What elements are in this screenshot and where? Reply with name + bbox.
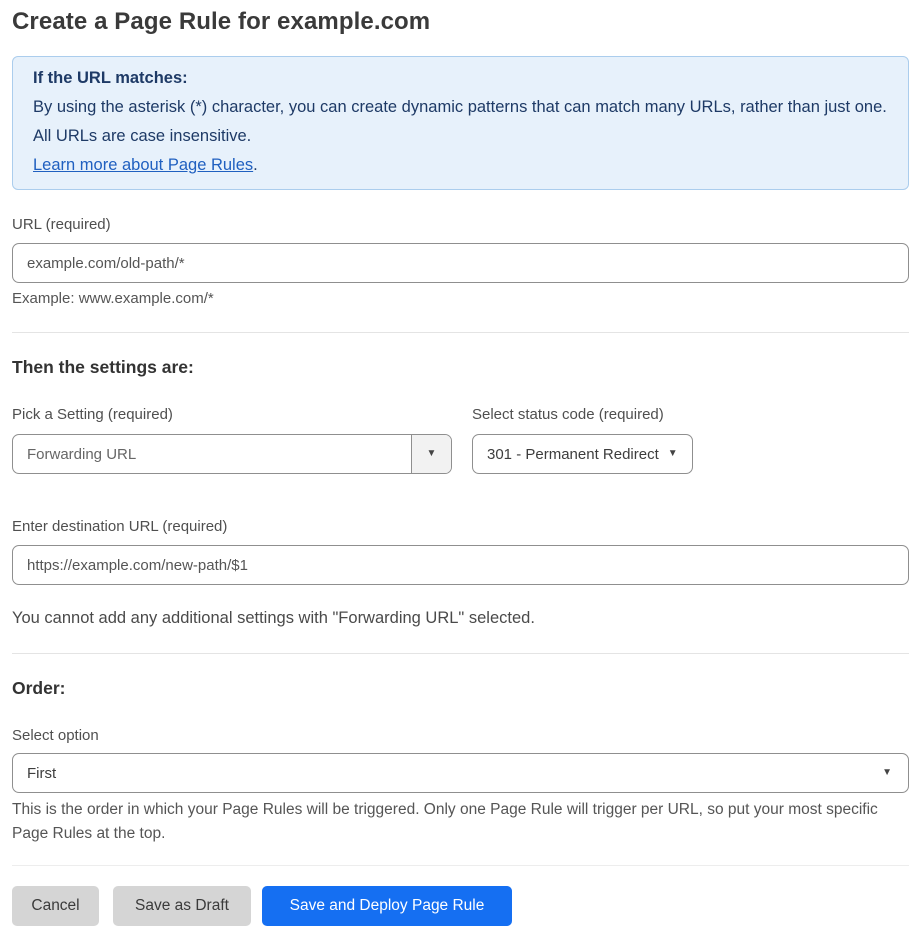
info-box-link-line <box>33 151 888 180</box>
info-box-body: By using the asterisk (*) character, you can create dynamic patterns that can match many URLs, rather than just one. All URLs are case insensitive. <box>33 98 887 145</box>
url-field-group <box>12 216 909 307</box>
info-box-heading: If the URL matches: <box>33 69 188 87</box>
section-divider <box>12 332 909 333</box>
dropdown-arrow-icon: ▼ <box>426 448 437 459</box>
order-select-value: First <box>27 764 57 782</box>
forwarding-url-note: You cannot add any additional settings with "Forwarding URL" selected. <box>12 609 535 627</box>
setting-picker-group <box>12 406 452 474</box>
status-code-value: 301 - Permanent Redirect <box>487 445 659 463</box>
url-example-helper: Example: www.example.com/* <box>12 290 214 307</box>
order-select[interactable] <box>12 753 909 793</box>
destination-label: Enter destination URL (required) <box>12 518 228 535</box>
dropdown-arrow-icon: ▼ <box>667 448 678 459</box>
setting-picker-select[interactable] <box>12 434 452 474</box>
destination-url-input[interactable] <box>12 545 909 585</box>
url-input[interactable] <box>12 243 909 283</box>
status-code-label: Select status code (required) <box>472 406 664 423</box>
link-suffix: . <box>253 156 258 174</box>
settings-section-heading: Then the settings are: <box>12 357 194 377</box>
save-as-draft-button[interactable]: Save as Draft <box>113 886 251 926</box>
setting-picker-arrow-button[interactable] <box>411 435 451 473</box>
order-select-group <box>12 727 909 846</box>
status-code-select[interactable] <box>472 434 693 474</box>
save-and-deploy-button[interactable]: Save and Deploy Page Rule <box>262 886 512 926</box>
page-title: Create a Page Rule for example.com <box>12 8 431 35</box>
section-divider <box>12 653 909 654</box>
order-helper-text: This is the order in which your Page Rules will be triggered. Only one Page Rule will trigger per URL, so put your most specific Page Rules at the top. <box>12 801 878 842</box>
order-section-heading: Order: <box>12 678 66 698</box>
actions-row <box>12 886 909 926</box>
cancel-button[interactable]: Cancel <box>12 886 99 926</box>
actions-divider <box>12 865 909 866</box>
url-field-label: URL (required) <box>12 216 111 233</box>
status-code-group <box>472 406 712 474</box>
dropdown-arrow-icon: ▼ <box>882 767 892 778</box>
learn-more-link[interactable]: Learn more about Page Rules <box>33 156 254 174</box>
order-select-label: Select option <box>12 727 99 744</box>
setting-picker-label: Pick a Setting (required) <box>12 406 173 423</box>
setting-picker-value: Forwarding URL <box>27 445 137 463</box>
destination-field-group <box>12 518 909 585</box>
settings-row <box>12 406 909 474</box>
url-match-info-box <box>12 56 909 190</box>
